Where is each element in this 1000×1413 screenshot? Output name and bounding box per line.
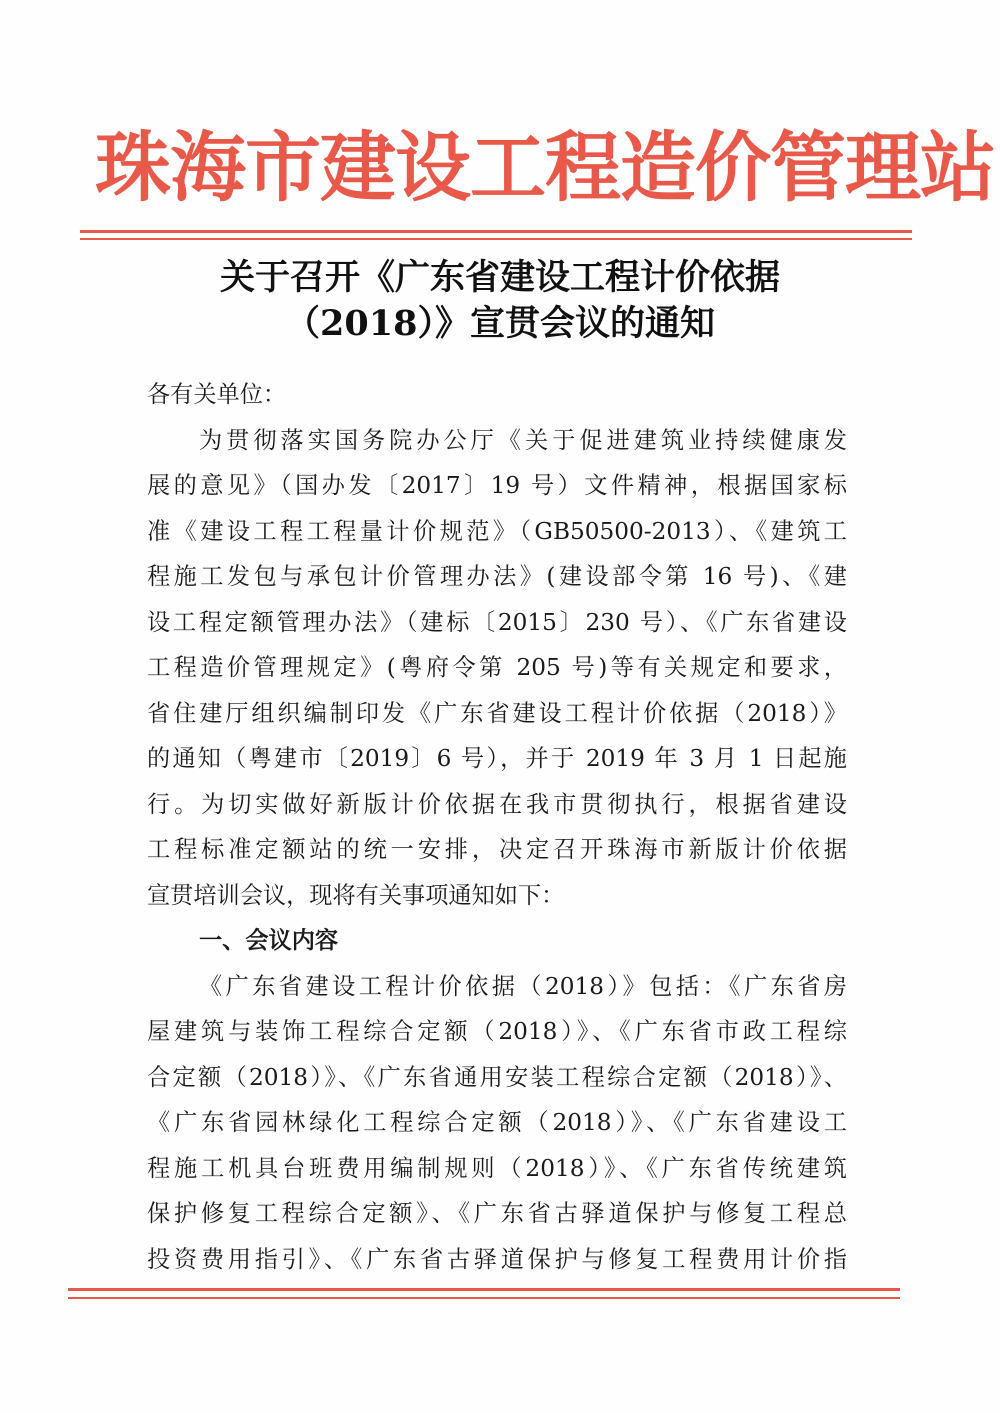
paragraph1-line: 的通知（粤建市〔2019〕6 号），并于 2019 年 3 月 1 日起施 [147, 745, 847, 772]
paragraph1-line: 准《建设工程工程量计价规范》（GB50500-2013）、《建筑工 [147, 517, 847, 545]
paragraph1-line: 设工程定额管理办法》（建标〔2015〕230 号）、《广东省建设 [147, 608, 847, 636]
paragraph1-line: 展的意见》（国办发〔2017〕19 号）文件精神，根据国家标 [147, 472, 847, 499]
paragraph1-line: 程施工发包与承包计价管理办法》(建设部令第 16 号)、《建 [147, 563, 847, 590]
paragraph1-line: 工程造价管理规定》(粤府令第 205 号)等有关规定和要求， [147, 654, 847, 681]
letterhead-rule-bottom [80, 238, 912, 240]
paragraph2-line: 保护修复工程综合定额》、《广东省古驿道保护与修复工程总 [147, 1200, 847, 1227]
notice-body [147, 372, 847, 1282]
paragraph1-line: 省住建厅组织编制印发《广东省建设工程计价依据（2018）》 [147, 699, 847, 727]
notice-title-line2: （2018）》宣贯会议的通知 [285, 303, 715, 344]
section1-heading: 一、会议内容 [199, 927, 339, 954]
letterhead-org-name: 珠海市建设工程造价管理站 [95, 123, 995, 212]
footer-rule-top [68, 1288, 900, 1291]
footer-rule-bottom [68, 1297, 900, 1299]
notice-title-line1: 关于召开《广东省建设工程计价依据 [219, 257, 780, 298]
paragraph1-line: 宣贯培训会议，现将有关事项通知如下： [147, 881, 565, 909]
paragraph2-line: 程施工机具台班费用编制规则（2018）》、《广东省传统建筑 [147, 1154, 847, 1182]
paragraph2-line: 投资费用指引》、《广东省古驿道保护与修复工程费用计价指 [147, 1245, 847, 1273]
salutation: 各有关单位： [147, 381, 287, 408]
letterhead-rule-top [80, 230, 912, 233]
paragraph2-line: 合定额（2018）》、《广东省通用安装工程综合定额（2018）》、 [147, 1063, 847, 1091]
paragraph1-line: 行。为切实做好新版计价依据在我市贯彻执行，根据省建设 [147, 790, 847, 818]
paragraph2-line: 《广东省园林绿化工程综合定额（2018）》、《广东省建设工 [147, 1109, 847, 1136]
paragraph1-line: 工程标准定额站的统一安排，决定召开珠海市新版计价依据 [147, 836, 847, 863]
paragraph1-line: 为贯彻落实国务院办公厅《关于促进建筑业持续健康发 [199, 426, 847, 454]
paragraph2-line: 屋建筑与装饰工程综合定额（2018）》、《广东省市政工程综 [147, 1018, 847, 1045]
paragraph2-line: 《广东省建设工程计价依据（2018）》包括：《广东省房 [199, 972, 847, 1000]
